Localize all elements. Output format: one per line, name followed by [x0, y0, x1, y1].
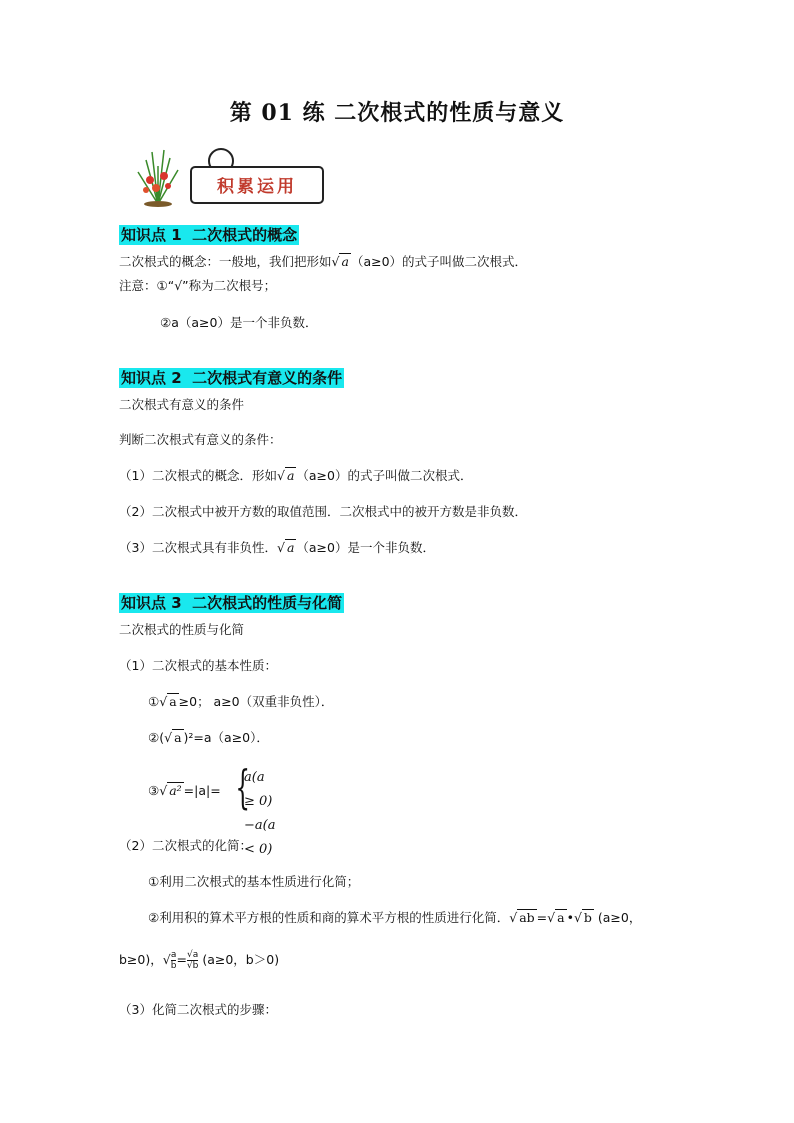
text-line: ①利用二次根式的基本性质进行化简； — [148, 874, 360, 889]
text-line: 二次根式有意义的条件 — [119, 397, 245, 412]
text-line: ②利用积的算术平方根的性质和商的算术平方根的性质进行化简．√ ab =√ a •√ b (a≥0， — [148, 910, 642, 925]
property-1: ①√ a ≥0； a≥0（双重非负性）． — [148, 694, 334, 709]
banner-frame — [190, 166, 324, 204]
text-line: （1）二次根式的基本性质： — [119, 658, 277, 673]
text-line: （3）化简二次根式的步骤： — [119, 1002, 277, 1017]
property-2: ②(√ a )²=a（a≥0）． — [148, 730, 269, 745]
text-line: （3）二次根式具有非负性．√ a （a≥0）是一个非负数． — [119, 540, 435, 555]
banner-label: 积累运用 — [217, 177, 297, 197]
text-line: b≥0)，√ $\frac{a}{b}$ = $\frac{√a}{√b}$ (a≥0，b＞0) — [119, 950, 280, 971]
section-prefix: 知识点 1 — [121, 226, 182, 244]
text-line: 注意：①“√”称为二次根号； — [119, 278, 277, 293]
section-title: 二次根式的性质与化简 — [192, 594, 343, 612]
section-heading-2 — [119, 367, 344, 388]
piecewise-cases: a(a ≥ 0) −a(a < 0) — [244, 770, 276, 857]
section-title: 二次根式的概念 — [192, 226, 298, 244]
flower-illustration — [128, 146, 188, 208]
section-banner — [128, 146, 328, 208]
section-prefix: 知识点 2 — [121, 369, 182, 387]
text-line: 二次根式的性质与化简 — [119, 622, 245, 637]
text-line: （2）二次根式中被开方数的取值范围．二次根式中的被开方数是非负数． — [119, 504, 527, 519]
text-line: ②a（a≥0）是一个非负数． — [160, 315, 318, 330]
text-line: （1）二次根式的概念．形如√ a （a≥0）的式子叫做二次根式． — [119, 468, 473, 483]
brace: { — [235, 760, 250, 814]
text-line: 二次根式的概念：一般地，我们把形如√ a （a≥0）的式子叫做二次根式． — [119, 254, 528, 269]
section-prefix: 知识点 3 — [121, 594, 182, 612]
text-line: 判断二次根式有意义的条件： — [119, 432, 282, 447]
section-title: 二次根式有意义的条件 — [192, 369, 343, 387]
text-line: （2）二次根式的化简： — [119, 838, 252, 853]
section-heading-1 — [119, 224, 299, 245]
section-heading-3 — [119, 592, 344, 613]
page-title: 第 01 练 二次根式的性质与意义 — [229, 100, 565, 126]
